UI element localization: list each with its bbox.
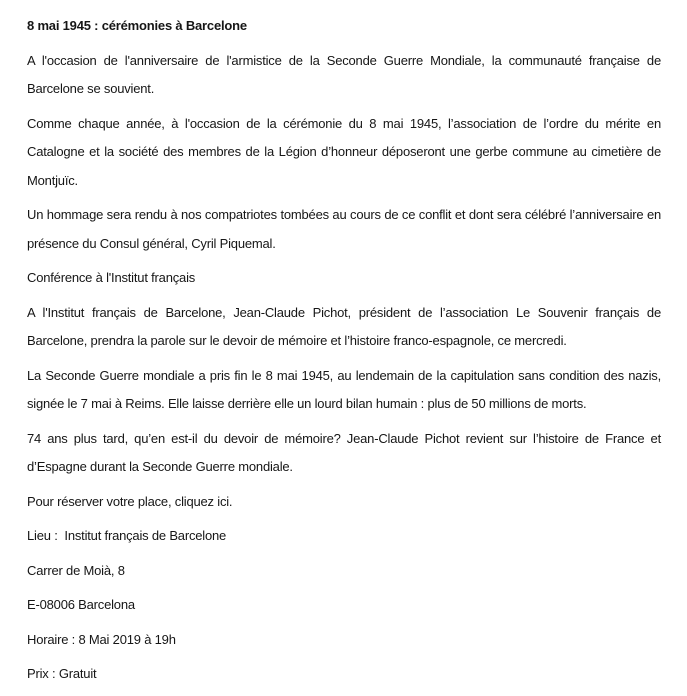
paragraph-ww2-history: La Seconde Guerre mondiale a pris fin le 8 mai 1945, au lendemain de la capitulation sans condition des nazis, signée le 7 mai à Reims. Elle laisse derrière elle un lourd bilan humain : plus de 50 millions de morts.	[27, 367, 665, 411]
info-horaire: Horaire : 8 Mai 2019 à 19h	[27, 631, 176, 647]
info-adresse-rue: Carrer de Moià, 8	[27, 562, 125, 578]
info-lieu: Lieu : Institut français de Barcelone	[27, 528, 227, 543]
info-adresse-ville: E-08006 Barcelona	[27, 597, 135, 612]
document-title: 8 mai 1945 : cérémonies à Barcelone	[27, 18, 247, 33]
paragraph-hommage: Un hommage sera rendu à nos compatriotes tombées au cours de ce conflit et dont sera célébré l’anniversaire en présence du Consul général, Cyril Piquemal.	[27, 207, 665, 251]
paragraph-anniversary-intro: A l'occasion de l'anniversaire de l'armistice de la Seconde Guerre Mondiale, la communauté française de Barcelone se souvient.	[27, 52, 665, 96]
subheading-conference: Conférence à l'Institut français	[27, 270, 196, 285]
paragraph-devoir-memoire: 74 ans plus tard, qu’en est-il du devoir de mémoire? Jean-Claude Pichot revient sur l’histoire de France et d’Espagne durant la Seconde Guerre mondiale.	[27, 430, 665, 474]
info-prix: Prix : Gratuit	[27, 666, 97, 681]
paragraph-ceremony-details: Comme chaque année, à l'occasion de la cérémonie du 8 mai 1945, l’association de l’ordre du mérite en Catalogne et la société des membres de la Légion d’honneur déposeront une gerbe commune au cimetière de Montjuïc.	[27, 115, 665, 188]
paragraph-reservation: Pour réserver votre place, cliquez ici.	[27, 493, 233, 509]
paragraph-conference-speaker: A l'Institut français de Barcelone, Jean-Claude Pichot, président de l’association Le Souvenir français de Barcelone, prendra la parole sur le devoir de mémoire et l’histoire franco-espagnole, ce mercredi.	[27, 304, 665, 348]
